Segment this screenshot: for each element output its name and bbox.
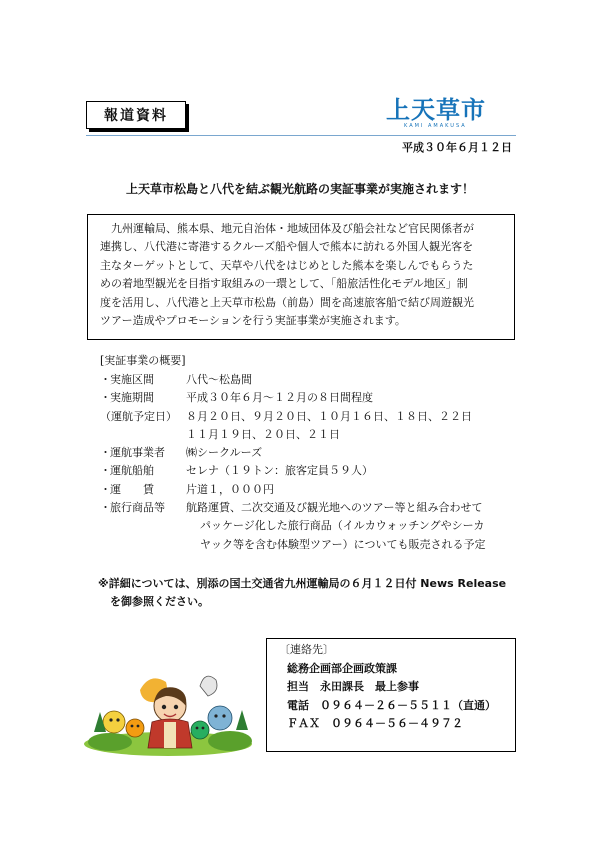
list-item (100, 499, 530, 517)
list-item (100, 389, 530, 407)
item-label: 運航船舶 (110, 464, 154, 478)
item-value: 片道１，０００円 (186, 482, 274, 496)
contact-label: 〔連絡先〕 (279, 643, 334, 656)
overview-list (100, 371, 530, 554)
item-value: 航路運賃、二次交通及び観光地へのツアー等と組み合わせて (186, 501, 483, 515)
contact-dept: 総務企画部企画政策課 (287, 661, 397, 675)
contact-tel: 電話 ０９６４－２６－５５１１（直通） (287, 698, 496, 712)
summary-line: 九州運輸局、熊本県、地元自治体・地域団体及び船会社など官民関係者が (111, 222, 474, 235)
summary-line: ツアー造成やプロモーションを行う実証事業が実施されます。 (100, 314, 406, 328)
item-label: 実施期間 (110, 391, 154, 405)
summary-line: 主なターゲットとして、天草や八代をはじめとした熊本を楽しんでもらうた (100, 258, 474, 272)
mascot-illustration (80, 662, 255, 758)
bullet: ・ (100, 464, 111, 478)
item-label: 実施区間 (110, 373, 154, 386)
item-value: セレナ（１９トン：旅客定員５９人） (186, 464, 373, 478)
list-item (100, 462, 530, 480)
bullet: ・ (100, 501, 111, 515)
contact-fax: ＦＡＸ ０９６４－５６－４９７２ (287, 717, 463, 731)
page-title: 上天草市松島と八代を結ぶ観光航路の実証事業が実施されます！ (125, 182, 474, 196)
note-line: を御参照ください。 (110, 595, 209, 608)
item-value-continued: パッケージ化した旅行商品（イルカウォッチングやシーカ (200, 519, 485, 533)
contact-box (266, 638, 516, 752)
item-value-continued: ヤック等を含む体験型ツアー）についても販売される予定 (200, 537, 486, 551)
summary-line: 度を活用し、八代港と上天草市松島（前島）間を高速旅客船で結び周遊観光 (100, 295, 474, 309)
list-item (100, 481, 530, 499)
overview-heading: [実証事業の概要] (100, 354, 186, 367)
item-value-continued: １１月１９日、２０日、２１日 (186, 427, 340, 441)
logo-text: 上天草市 (386, 96, 486, 124)
item-value: ８月２０日、９月２０日、１０月１６日、１８日、２２日 (186, 409, 472, 423)
kamiamakusa-logo (386, 98, 514, 132)
bullet: ・ (100, 446, 111, 460)
summary-line: 連携し、八代港に寄港するクルーズ船や個人で熊本に訪れる外国人観光客を (100, 240, 474, 254)
header-rule (86, 135, 516, 136)
contact-person: 担当 永田課長 最上参事 (287, 680, 419, 694)
release-date: 平成３０年６月１２日 (402, 141, 512, 154)
summary-box (87, 214, 515, 340)
list-item (100, 408, 530, 426)
item-value: 平成３０年６月～１２月の８日間程度 (186, 391, 373, 405)
item-label: （運航予定日） (100, 409, 177, 423)
item-label: 運 賃 (110, 482, 154, 496)
logo-subtext: KAMI AMAKUSA (404, 123, 467, 129)
bullet: ・ (100, 373, 111, 386)
item-value: 八代～松島間 (186, 373, 252, 386)
bullet: ・ (100, 391, 111, 405)
item-label: 運航事業者 (110, 446, 165, 460)
list-item (100, 371, 530, 389)
item-label: 旅行商品等 (110, 501, 165, 515)
list-item (100, 444, 530, 462)
press-release-badge: 報道資料 (86, 101, 186, 129)
bullet: ・ (100, 482, 111, 496)
summary-line: めの着地型観光を目指す取組みの一環として、「船旅活性化モデル地区」制 (100, 277, 468, 291)
item-value: ㈱シークルーズ (186, 446, 263, 460)
note-line: ※詳細については、別添の国土交通省九州運輸局の６月１２日付 News Release (98, 577, 507, 590)
details-note (98, 575, 528, 611)
